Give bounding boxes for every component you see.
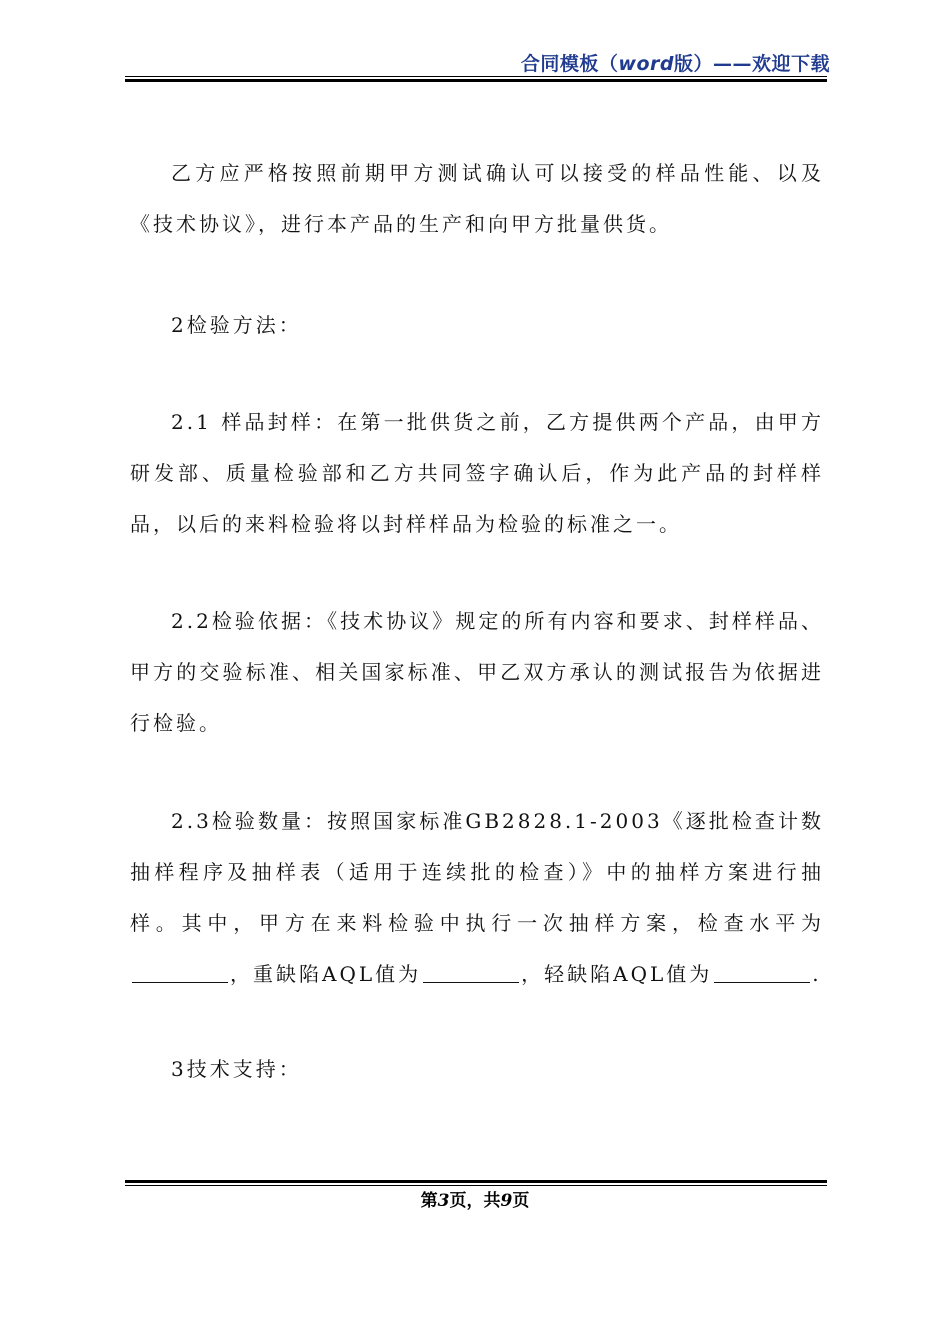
header-suffix: 版）——欢迎下载 [673, 53, 830, 75]
paragraph-5 [130, 796, 824, 1000]
header-rule-thin [125, 76, 827, 77]
minor-defect-aql-blank [714, 962, 810, 983]
footer-post: 页 [512, 1191, 530, 1211]
paragraph-5-part-a: 2.3检验数量：按照国家标准GB2828.1-2003《逐批检查计数抽样程序及抽样表（适用于连续批的检查）》中的抽样方案进行抽样。其中，甲方在来料检验中执行一次抽样方案，检查水平为 [130, 809, 824, 935]
paragraph-5-part-d: . [812, 962, 822, 986]
footer-rule-thick [125, 1180, 827, 1183]
header-word: word [618, 53, 674, 75]
footer-mid: 页，共 [449, 1191, 501, 1211]
inspection-level-blank [132, 962, 228, 983]
paragraph-3: 2.1 样品封样：在第一批供货之前，乙方提供两个产品，由甲方研发部、质量检验部和乙方共同签字确认后，作为此产品的封样样品，以后的来料检验将以封样样品为检验的标准之一。 [130, 410, 824, 536]
paragraph-5-part-c: ，轻缺陷AQL值为 [521, 962, 713, 986]
page-footer [0, 1186, 950, 1211]
header-prefix: 合同模板（ [520, 53, 619, 75]
footer-total-pages: 9 [500, 1191, 513, 1211]
page-header-title [521, 49, 830, 76]
paragraph-5-part-b: ，重缺陷AQL值为 [230, 962, 422, 986]
header-rule-thick [125, 79, 827, 82]
footer-pre: 第 [420, 1191, 438, 1211]
major-defect-aql-blank [423, 962, 519, 983]
paragraph-6: 3技术支持： [171, 1057, 302, 1081]
paragraph-4: 2.2检验依据：《技术协议》规定的所有内容和要求、封样样品、甲方的交验标准、相关国家标准、甲乙双方承认的测试报告为依据进行检验。 [130, 609, 824, 735]
paragraph-2: 2检验方法： [171, 313, 302, 337]
footer-page-number: 3 [437, 1191, 450, 1211]
paragraph-1: 乙方应严格按照前期甲方测试确认可以接受的样品性能、以及《技术协议》，进行本产品的生产和向甲方批量供货。 [130, 161, 824, 236]
